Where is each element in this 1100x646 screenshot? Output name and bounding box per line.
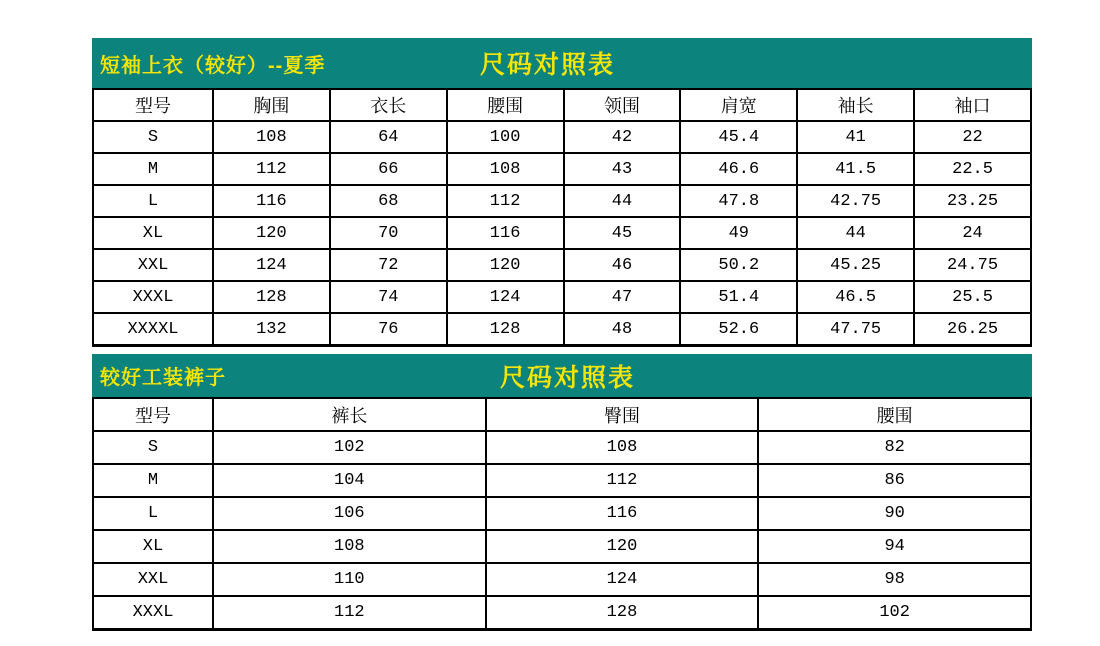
- top-chart-header-band: [92, 38, 1032, 88]
- measurement-cell: 47.75: [797, 313, 914, 346]
- trousers-chart-title: 较好工装裤子: [100, 367, 226, 389]
- measurement-cell: 24: [914, 217, 1031, 249]
- size-label-cell: M: [93, 464, 213, 497]
- measurement-cell: 86: [758, 464, 1031, 497]
- table-row: [93, 497, 1031, 530]
- measurement-cell: 22.5: [914, 153, 1031, 185]
- top-size-chart-section: [92, 38, 1032, 347]
- measurement-cell: 68: [330, 185, 447, 217]
- measurement-cell: 41.5: [797, 153, 914, 185]
- measurement-cell: 76: [330, 313, 447, 346]
- measurement-cell: 64: [330, 121, 447, 153]
- size-label-cell: S: [93, 431, 213, 464]
- size-label-cell: S: [93, 121, 213, 153]
- column-header: 胸围: [213, 89, 330, 121]
- measurement-cell: 128: [447, 313, 564, 346]
- measurement-cell: 108: [447, 153, 564, 185]
- column-header: 型号: [93, 89, 213, 121]
- measurement-cell: 120: [486, 530, 759, 563]
- measurement-cell: 24.75: [914, 249, 1031, 281]
- measurement-cell: 128: [213, 281, 330, 313]
- table-row: [93, 530, 1031, 563]
- table-row: [93, 217, 1031, 249]
- top-chart-title: 短袖上衣（较好）--夏季: [100, 54, 326, 77]
- trousers-size-table: [92, 397, 1032, 631]
- measurement-cell: 22: [914, 121, 1031, 153]
- measurement-cell: 42.75: [797, 185, 914, 217]
- size-charts-container: [92, 38, 1032, 631]
- measurement-cell: 112: [213, 153, 330, 185]
- column-header: 型号: [93, 398, 213, 431]
- measurement-cell: 132: [213, 313, 330, 346]
- measurement-cell: 41: [797, 121, 914, 153]
- measurement-cell: 102: [758, 596, 1031, 630]
- column-header: 腰围: [447, 89, 564, 121]
- measurement-cell: 108: [213, 121, 330, 153]
- size-label-cell: XXXL: [93, 596, 213, 630]
- measurement-cell: 106: [213, 497, 486, 530]
- size-label-cell: XXL: [93, 563, 213, 596]
- measurement-cell: 49: [680, 217, 797, 249]
- size-label-cell: XXXL: [93, 281, 213, 313]
- measurement-cell: 124: [447, 281, 564, 313]
- measurement-cell: 66: [330, 153, 447, 185]
- column-header-row: [93, 89, 1031, 121]
- column-header: 裤长: [213, 398, 486, 431]
- measurement-cell: 25.5: [914, 281, 1031, 313]
- measurement-cell: 108: [486, 431, 759, 464]
- measurement-cell: 43: [564, 153, 681, 185]
- column-header: 臀围: [486, 398, 759, 431]
- measurement-cell: 52.6: [680, 313, 797, 346]
- measurement-cell: 100: [447, 121, 564, 153]
- measurement-cell: 112: [447, 185, 564, 217]
- size-label-cell: L: [93, 497, 213, 530]
- column-header: 衣长: [330, 89, 447, 121]
- measurement-cell: 44: [797, 217, 914, 249]
- table-row: [93, 121, 1031, 153]
- measurement-cell: 42: [564, 121, 681, 153]
- measurement-cell: 47: [564, 281, 681, 313]
- column-header: 腰围: [758, 398, 1031, 431]
- top-size-table: [92, 88, 1032, 347]
- column-header: 领围: [564, 89, 681, 121]
- measurement-cell: 116: [486, 497, 759, 530]
- measurement-cell: 82: [758, 431, 1031, 464]
- measurement-cell: 104: [213, 464, 486, 497]
- measurement-cell: 98: [758, 563, 1031, 596]
- size-label-cell: XL: [93, 217, 213, 249]
- measurement-cell: 90: [758, 497, 1031, 530]
- table-row: [93, 153, 1031, 185]
- table-row: [93, 313, 1031, 346]
- measurement-cell: 112: [486, 464, 759, 497]
- size-label-cell: XXXXL: [93, 313, 213, 346]
- table-row: [93, 185, 1031, 217]
- measurement-cell: 124: [213, 249, 330, 281]
- measurement-cell: 45.4: [680, 121, 797, 153]
- table-row: [93, 431, 1031, 464]
- trousers-chart-subtitle: 尺码对照表: [500, 363, 636, 392]
- measurement-cell: 45.25: [797, 249, 914, 281]
- column-header-row: [93, 398, 1031, 431]
- measurement-cell: 48: [564, 313, 681, 346]
- measurement-cell: 112: [213, 596, 486, 630]
- measurement-cell: 44: [564, 185, 681, 217]
- size-label-cell: XL: [93, 530, 213, 563]
- column-header: 肩宽: [680, 89, 797, 121]
- measurement-cell: 23.25: [914, 185, 1031, 217]
- trousers-chart-header-band: [92, 354, 1032, 397]
- measurement-cell: 70: [330, 217, 447, 249]
- trousers-size-chart-section: [92, 354, 1032, 631]
- table-row: [93, 563, 1031, 596]
- table-row: [93, 281, 1031, 313]
- table-row: [93, 596, 1031, 630]
- table-row: [93, 249, 1031, 281]
- measurement-cell: 108: [213, 530, 486, 563]
- measurement-cell: 50.2: [680, 249, 797, 281]
- measurement-cell: 102: [213, 431, 486, 464]
- measurement-cell: 120: [447, 249, 564, 281]
- measurement-cell: 120: [213, 217, 330, 249]
- measurement-cell: 110: [213, 563, 486, 596]
- measurement-cell: 26.25: [914, 313, 1031, 346]
- measurement-cell: 46.5: [797, 281, 914, 313]
- measurement-cell: 46: [564, 249, 681, 281]
- measurement-cell: 74: [330, 281, 447, 313]
- size-label-cell: L: [93, 185, 213, 217]
- measurement-cell: 116: [447, 217, 564, 249]
- column-header: 袖口: [914, 89, 1031, 121]
- measurement-cell: 94: [758, 530, 1031, 563]
- size-label-cell: XXL: [93, 249, 213, 281]
- measurement-cell: 45: [564, 217, 681, 249]
- measurement-cell: 128: [486, 596, 759, 630]
- table-row: [93, 464, 1031, 497]
- measurement-cell: 116: [213, 185, 330, 217]
- top-chart-subtitle: 尺码对照表: [480, 51, 616, 79]
- measurement-cell: 47.8: [680, 185, 797, 217]
- measurement-cell: 51.4: [680, 281, 797, 313]
- measurement-cell: 124: [486, 563, 759, 596]
- size-label-cell: M: [93, 153, 213, 185]
- measurement-cell: 72: [330, 249, 447, 281]
- column-header: 袖长: [797, 89, 914, 121]
- measurement-cell: 46.6: [680, 153, 797, 185]
